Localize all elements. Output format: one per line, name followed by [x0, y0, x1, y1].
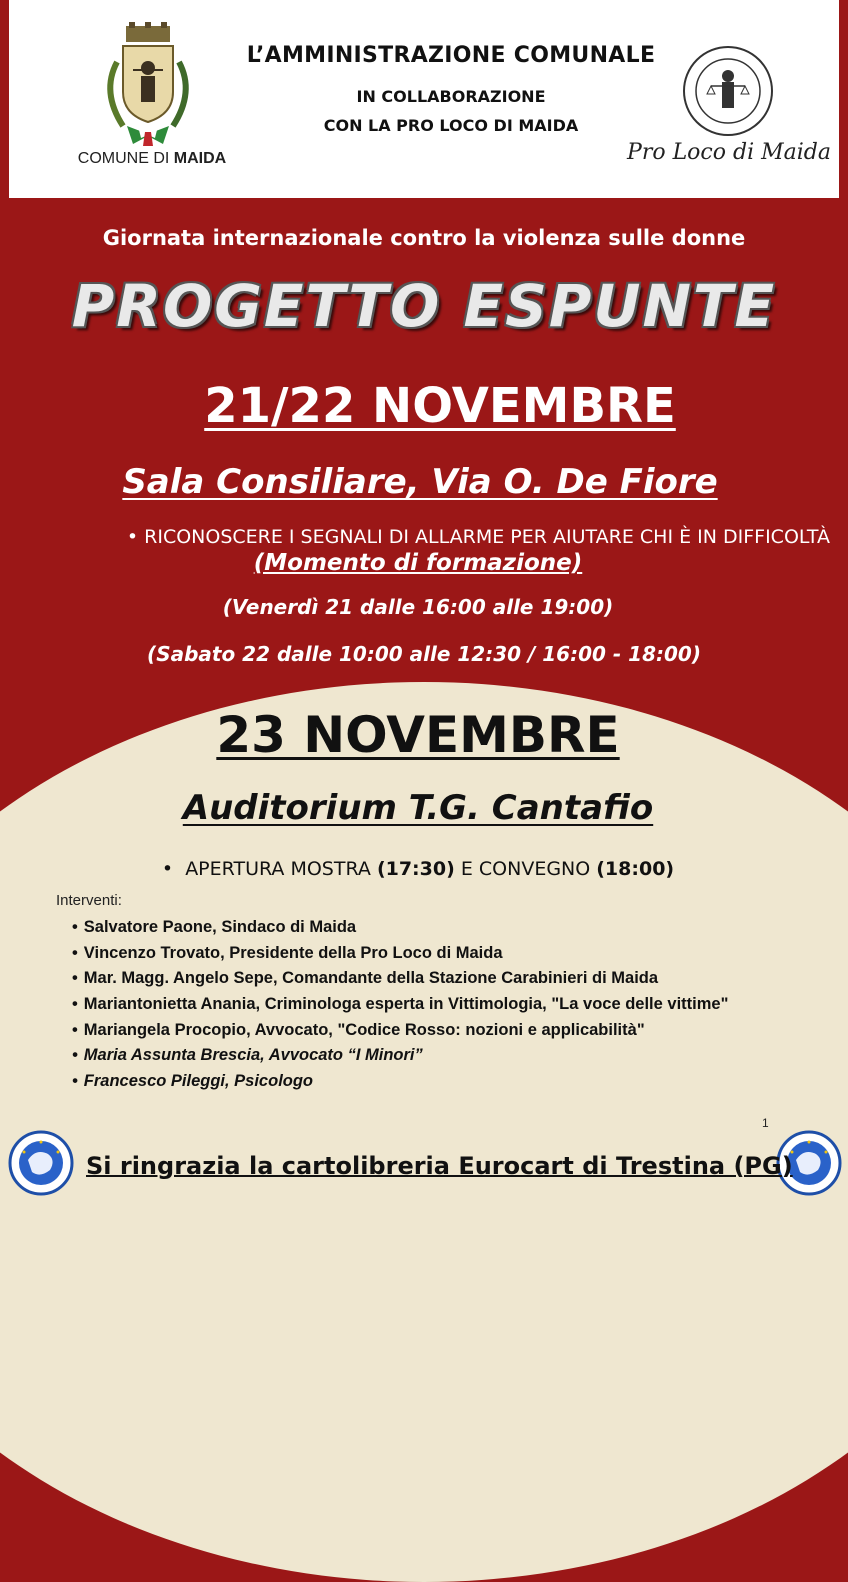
session1-topic: • RICONOSCERE I SEGNALI DI ALLARME PER AIUTARE CHI È IN DIFFICOLTÀ	[126, 526, 830, 548]
thanks-note: Si ringrazia la cartolibreria Eurocart di Trestina (PG)	[86, 1152, 793, 1180]
eurocart-logo-icon	[8, 1130, 74, 1196]
organizer-title: L’AMMINISTRAZIONE COMUNALE	[246, 43, 656, 68]
session2-venue: Auditorium T.G. Cantafio	[182, 788, 654, 828]
session1-time-saturday: (Sabato 22 dalle 10:00 alle 12:30 / 16:00 - 18:00)	[147, 642, 701, 666]
list-item: • Francesco Pileggi, Psicologo	[72, 1070, 728, 1096]
event-subtitle: Giornata internazionale contro la violenza sulle donne	[102, 226, 746, 250]
list-item: • Vincenzo Trovato, Presidente della Pro Loco di Maida	[72, 942, 728, 968]
proloco-seal-icon	[681, 44, 775, 138]
session1-time-friday: (Venerdì 21 dalle 16:00 alle 19:00)	[222, 595, 614, 619]
speaker-list	[72, 916, 728, 1096]
proloco-signature: Pro Loco di Maida	[627, 140, 831, 165]
list-item: • Maria Assunta Brescia, Avvocato “I Minori”	[72, 1044, 728, 1070]
session1-date: 21/22 NOVEMBRE	[204, 378, 676, 434]
session1-venue: Sala Consiliare, Via O. De Fiore	[122, 462, 718, 502]
list-item: • Mariantonietta Anania, Criminologa esperta in Vittimologia, "La voce delle vittime"	[72, 993, 728, 1019]
interventi-label: Interventi:	[56, 892, 122, 909]
session2-date: 23 NOVEMBRE	[216, 706, 620, 764]
list-item: • Salvatore Paone, Sindaco di Maida	[72, 916, 728, 942]
session1-type: (Momento di formazione)	[253, 550, 583, 576]
event-title: PROGETTO ESPUNTE	[71, 272, 777, 340]
page-number: 1	[762, 1116, 769, 1130]
list-item: • Mar. Magg. Angelo Sepe, Comandante della Stazione Carabinieri di Maida	[72, 967, 728, 993]
comune-label: COMUNE DI MAIDA	[77, 150, 227, 167]
organizer-line-2: IN COLLABORAZIONE	[356, 87, 546, 106]
comune-crest-icon	[93, 22, 203, 150]
list-item: • Mariangela Procopio, Avvocato, "Codice Rosso: nozioni e applicabilità"	[72, 1019, 728, 1045]
header-banner	[9, 0, 839, 198]
organizer-line-3: CON LA PRO LOCO DI MAIDA	[323, 116, 579, 135]
session2-program: • APERTURA MOSTRA (17:30) E CONVEGNO (18:00)	[161, 858, 675, 880]
